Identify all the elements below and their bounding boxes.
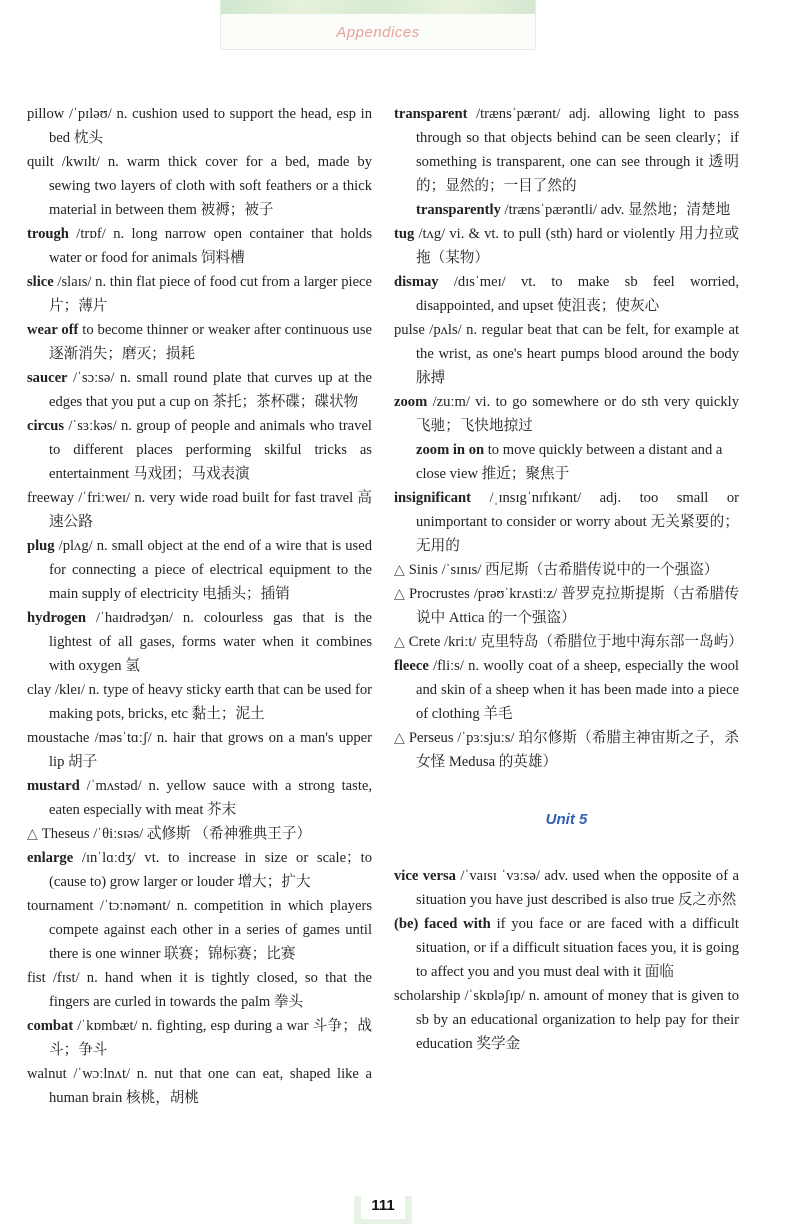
- triangle-icon: △: [27, 826, 38, 842]
- glossary-entry: [27, 150, 372, 222]
- glossary-entry: [27, 1014, 372, 1062]
- glossary-entry: [394, 582, 739, 630]
- definition-text: walnut /ˈwɔːlnʌt/ n. nut that one can eat, shaped like a human brain 核桃，胡桃: [27, 1066, 372, 1106]
- glossary-entry: [27, 894, 372, 966]
- sub-headword: zoom in on: [416, 442, 485, 458]
- glossary-entry: [394, 558, 739, 582]
- definition-text: moustache /məsˈtɑːʃ/ n. hair that grows on a man's upper lip 胡子: [27, 730, 372, 770]
- headword: trough: [27, 226, 69, 242]
- headword: combat: [27, 1018, 74, 1034]
- definition-text: /ˈvaɪsɪ ˈvɜːsə/ adv. used when the opposite of a situation you have just described is also true 反之亦然: [416, 868, 739, 908]
- triangle-icon: △: [394, 730, 405, 746]
- glossary-entry: [27, 414, 372, 486]
- headword: transparent: [394, 106, 468, 122]
- glossary-entry: [27, 966, 372, 1014]
- glossary-entry: [27, 678, 372, 726]
- glossary-entry: [27, 102, 372, 150]
- headword: dismay: [394, 274, 439, 290]
- sub-definition-text: to move quickly between a distant and a close view 推近；聚焦于: [416, 442, 723, 482]
- headword: (be) faced with: [394, 916, 491, 932]
- glossary-entry: [27, 486, 372, 534]
- headword: insignificant: [394, 490, 472, 506]
- glossary-right-bottom: [394, 864, 739, 1056]
- definition-text: Sinis /ˈsɪnɪs/ 西尼斯（古希腊传说中的一个强盗）: [408, 562, 719, 578]
- triangle-icon: △: [394, 562, 405, 578]
- triangle-icon: △: [394, 586, 406, 602]
- glossary-entry: [27, 270, 372, 318]
- page-number: 111: [361, 1193, 405, 1219]
- definition-text: scholarship /ˈskɒləʃɪp/ n. amount of money that is given to sb by an educational organization to help pay for their education 奖学金: [394, 988, 739, 1052]
- definition-text: if you face or are faced with a difficult situation, or if a difficult situation faces you, it is going to affect you and you must deal with it 面临: [416, 916, 739, 980]
- glossary-entry: [394, 864, 739, 912]
- definition-text: /ˌɪnsɪgˈnɪfɪkənt/ adj. too small or unimportant to consider or worry about 无关紧要的；无用的: [416, 490, 739, 554]
- headword: enlarge: [27, 850, 74, 866]
- glossary-entry: [394, 390, 739, 438]
- definition-text: pillow /ˈpɪləʊ/ n. cushion used to support the head, esp in bed 枕头: [27, 106, 372, 146]
- glossary-entry: [394, 222, 739, 270]
- glossary-entry: [27, 1062, 372, 1110]
- definition-text: /ˈsɜːkəs/ n. group of people and animals who travel to different places performing skilful tricks as entertainment 马戏团；马戏表演: [49, 418, 372, 482]
- glossary-entry: [27, 846, 372, 894]
- glossary-entry: [394, 654, 739, 726]
- glossary-entry: [27, 774, 372, 822]
- headword: vice versa: [394, 868, 456, 884]
- definition-text: /ˈmʌstəd/ n. yellow sauce with a strong taste, eaten especially with meat 芥末: [49, 778, 372, 818]
- glossary-right-column: [394, 102, 743, 1056]
- headword: mustard: [27, 778, 80, 794]
- definition-text: /ˈhaɪdrədʒən/ n. colourless gas that is the lightest of all gases, forms water when it combines with oxygen 氢: [49, 610, 372, 674]
- glossary-left-column: [27, 102, 372, 1110]
- definition-text: Crete /kriːt/ 克里特岛（希腊位于地中海东部一岛屿）: [408, 634, 743, 650]
- definition-text: /ˈkɒmbæt/ n. fighting, esp during a war 斗争；战斗；争斗: [49, 1018, 372, 1058]
- definition-text: Perseus /ˈpɜːsjuːs/ 珀尔修斯（希腊主神宙斯之子，杀女怪 Medusa 的英雄）: [408, 730, 739, 770]
- definition-text: pulse /pʌls/ n. regular beat that can be felt, for example at the wrist, as one's heart pumps blood around the body 脉搏: [394, 322, 739, 386]
- glossary-entry: [27, 222, 372, 270]
- headword: hydrogen: [27, 610, 86, 626]
- definition-text: /fliːs/ n. woolly coat of a sheep, especially the wool and skin of a sheep when it has been made into a piece of clothing 羊毛: [416, 658, 739, 722]
- glossary-sub-entry: [394, 438, 739, 486]
- glossary-entry: [394, 726, 739, 774]
- definition-text: quilt /kwɪlt/ n. warm thick cover for a bed, made by sewing two layers of cloth with soft feathers or a thick material in between them 被褥；被子: [27, 154, 372, 218]
- definition-text: Theseus /ˈθiːsɪəs/ 忒修斯 （希神雅典王子）: [41, 826, 312, 842]
- definition-text: Procrustes /prəʊˈkrʌstiːz/ 普罗克拉斯提斯（古希腊传说中 Attica 的一个强盗）: [409, 586, 739, 626]
- headword: slice: [27, 274, 54, 290]
- headword: saucer: [27, 370, 68, 386]
- glossary-entry: [27, 318, 372, 366]
- headword: fleece: [394, 658, 429, 674]
- definition-text: /trɒf/ n. long narrow open container that holds water or food for animals 饲料槽: [49, 226, 372, 266]
- definition-text: /slaɪs/ n. thin flat piece of food cut from a larger piece 片；薄片: [49, 274, 372, 314]
- definition-text: /ɪnˈlɑːdʒ/ vt. to increase in size or scale；to (cause to) grow larger or louder 增大；扩大: [49, 850, 372, 890]
- glossary-sub-entry: [394, 198, 739, 222]
- triangle-icon: △: [394, 634, 405, 650]
- definition-text: freeway /ˈfriːweɪ/ n. very wide road built for fast travel 高速公路: [27, 490, 372, 530]
- definition-text: /tʌg/ vi. & vt. to pull (sth) hard or violently 用力拉或拖（某物）: [414, 226, 739, 266]
- glossary-right-top: [394, 102, 743, 774]
- definition-text: /plʌg/ n. small object at the end of a wire that is used for connecting a piece of electrical equipment to the main supply of electricity 电插头；插销: [49, 538, 372, 602]
- header-decorative-stripe: [221, 0, 535, 14]
- definition-text: /dɪsˈmeɪ/ vt. to make sb feel worried, disappointed, and upset 使沮丧；使灰心: [416, 274, 739, 314]
- section-title: Appendices: [336, 24, 420, 41]
- headword: wear off: [27, 322, 79, 338]
- glossary-entry: [27, 606, 372, 678]
- sub-headword: transparently: [416, 202, 501, 218]
- headword: tug: [394, 226, 415, 242]
- definition-text: to become thinner or weaker after continuous use 逐渐消失；磨灭；损耗: [49, 322, 372, 362]
- glossary-entry: [394, 630, 743, 654]
- section-header-tab: [220, 0, 536, 50]
- glossary-entry: [27, 534, 372, 606]
- definition-text: /trænsˈpærənt/ adj. allowing light to pass through so that objects behind can be seen clearly；if something is transparent, one can see through it 透明的；显然的；一目了然的: [416, 106, 739, 194]
- unit-heading: Unit 5: [545, 811, 588, 828]
- glossary-entry: [27, 726, 372, 774]
- headword: plug: [27, 538, 55, 554]
- glossary-entry: [394, 102, 739, 198]
- glossary-entry: [27, 822, 372, 846]
- headword: circus: [27, 418, 65, 434]
- glossary-entry: [394, 318, 739, 390]
- definition-text: /ˈsɔːsə/ n. small round plate that curves up at the edges that you put a cup on 茶托；茶杯碟；碟状物: [49, 370, 372, 410]
- glossary-entry: [394, 486, 739, 558]
- definition-text: fist /fɪst/ n. hand when it is tightly closed, so that the fingers are curled in towards the palm 拳头: [27, 970, 372, 1010]
- definition-text: clay /kleɪ/ n. type of heavy sticky earth that can be used for making pots, bricks, etc 黏土；泥土: [27, 682, 372, 722]
- glossary-entry: [394, 912, 739, 984]
- sub-definition-text: /trænsˈpærəntli/ adv. 显然地；清楚地: [500, 202, 731, 218]
- glossary-entry: [27, 366, 372, 414]
- definition-text: tournament /ˈtɔːnəmənt/ n. competition in which players compete against each other in a series of games until there is one winner 联赛；锦标赛；比赛: [27, 898, 372, 962]
- definition-text: /zuːm/ vi. to go somewhere or do sth very quickly 飞驰；飞快地掠过: [416, 394, 739, 434]
- headword: zoom: [394, 394, 428, 410]
- glossary-entry: [394, 984, 739, 1056]
- glossary-entry: [394, 270, 739, 318]
